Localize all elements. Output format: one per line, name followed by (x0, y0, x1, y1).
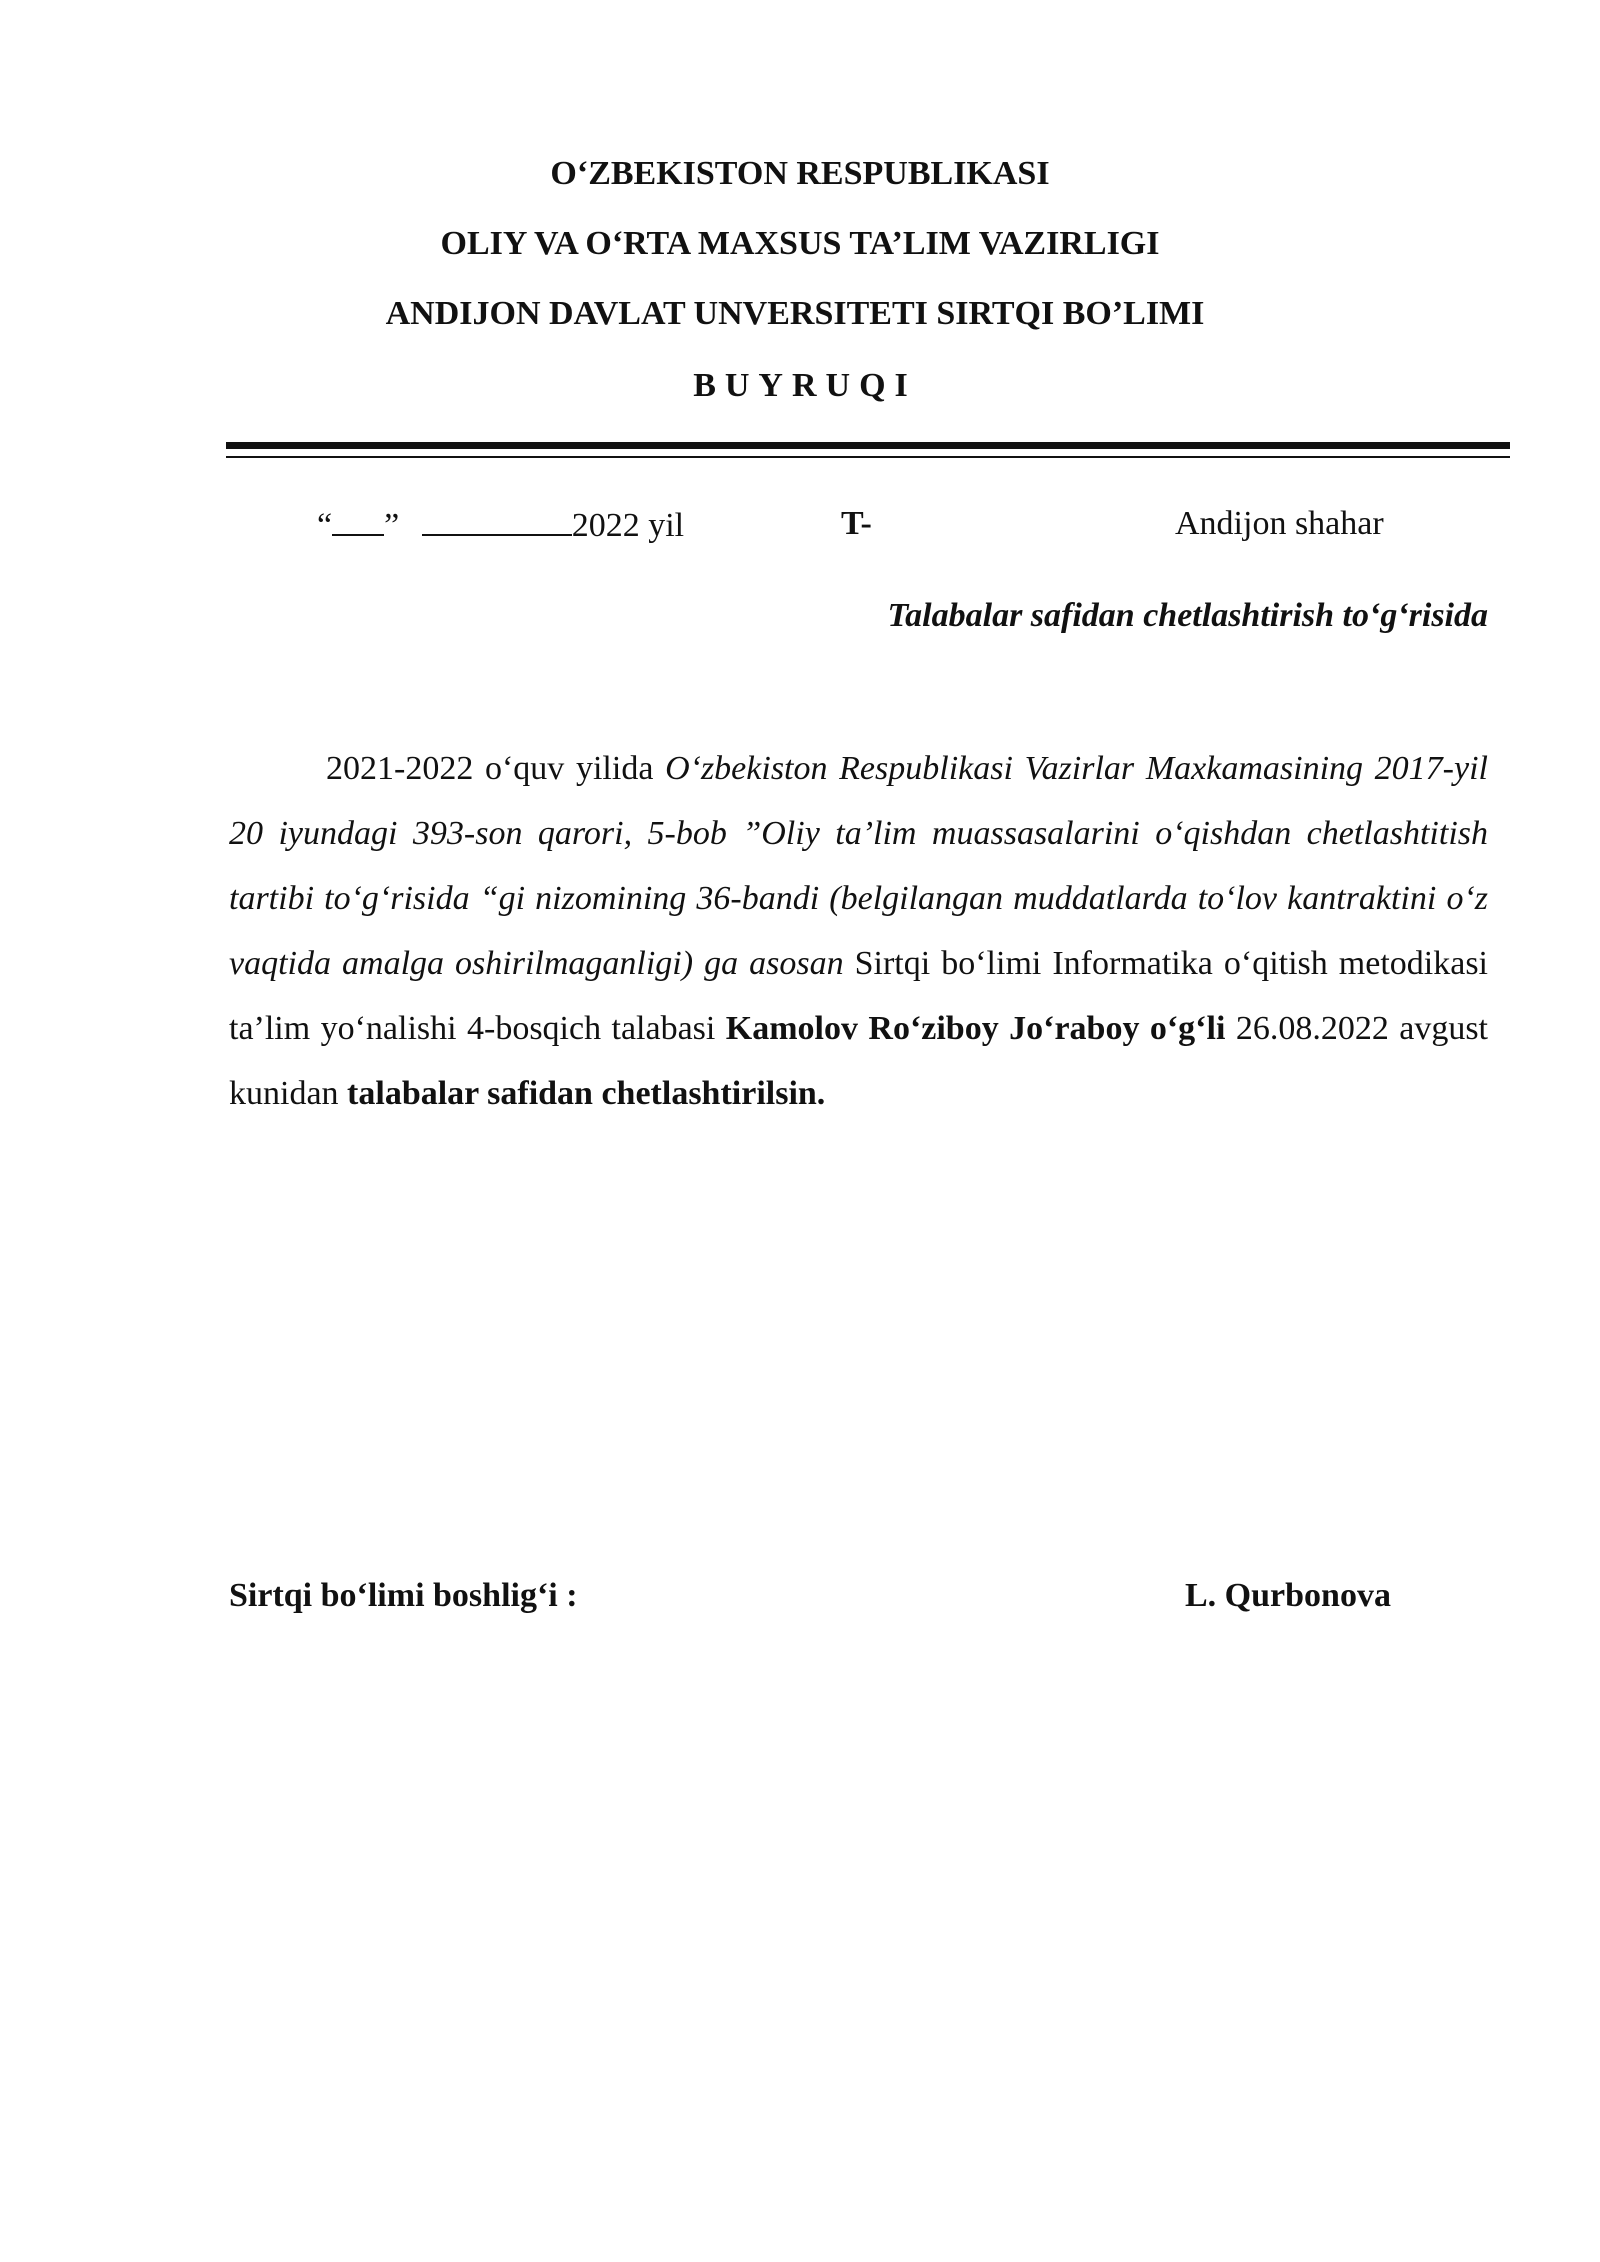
body-student-name: Kamolov Ro‘ziboy Jo‘raboy o‘g‘li (725, 1010, 1226, 1047)
order-city: Andijon shahar (1175, 505, 1384, 542)
order-subject: Talabalar safidan chetlashtirish to‘g‘risida (887, 597, 1488, 634)
order-date (317, 504, 684, 546)
order-body-paragraph (229, 736, 1488, 1126)
header-line-republic: O‘ZBEKISTON RESPUBLIKASI (550, 155, 1050, 192)
signature-name: L. Qurbonova (1185, 1577, 1391, 1614)
body-decision: talabalar safidan chetlashtirilsin. (347, 1075, 826, 1112)
signature-title: Sirtqi bo‘limi boshlig‘i : (229, 1577, 578, 1614)
date-close-quote: ” (384, 507, 400, 544)
header-line-university: ANDIJON DAVLAT UNVERSITETI SIRTQI BO’LIMI (385, 295, 1205, 332)
date-open-quote: “ (317, 507, 333, 544)
header-line-order-title: BUYRUQI (693, 367, 917, 404)
order-number: T- (841, 505, 872, 542)
header-line-ministry: OLIY VA O‘RTA MAXSUS TA’LIM VAZIRLIGI (440, 225, 1160, 262)
order-year: 2022 yil (571, 507, 685, 544)
header-divider-thick (226, 442, 1510, 449)
month-blank-line (422, 504, 572, 536)
body-intro: 2021-2022 o‘quv yilida (326, 750, 666, 787)
day-blank-line (332, 504, 384, 536)
header-divider-thin (226, 456, 1510, 458)
body-department: Sirtqi bo‘limi Informatika o‘qitish metodikasi ta’lim yo‘nalishi 4-bosqich talabasi (229, 945, 1488, 1047)
body-legal-basis: O‘zbekiston Respublikasi Vazirlar Maxkamasining 2017-yil 20 iyundagi 393-son qarori, 5-bob ”Oliy ta’lim muassasalarini o‘qishdan chetlashtitish tartibi to‘g‘risida “gi nizomining 36-bandi (belgilangan muddatlarda to‘lov kantraktini o‘z vaqtida amalga oshirilmaganligi) ga asosan (229, 750, 1488, 982)
body-date: 26.08.2022 avgust kunidan (229, 1010, 1488, 1112)
